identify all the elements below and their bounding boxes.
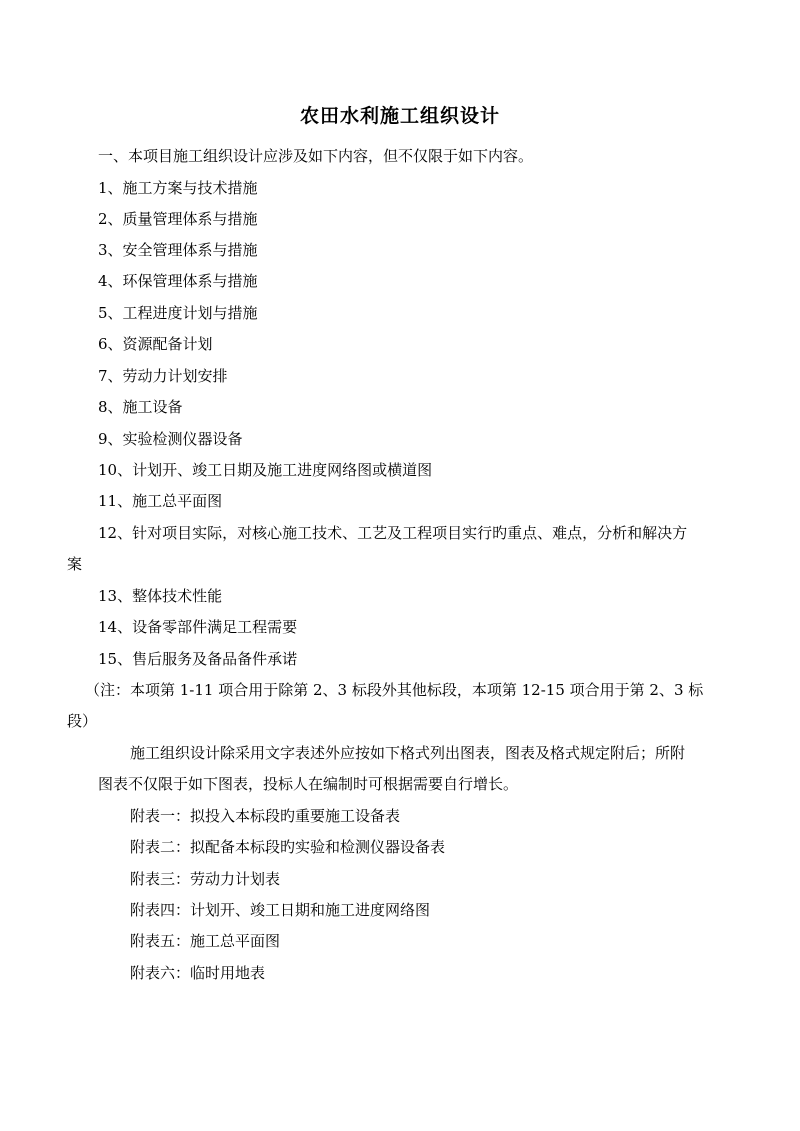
note-line2: 段） xyxy=(67,712,98,730)
list-item: 13、整体技术性能 xyxy=(98,587,223,605)
paragraph-line1: 施工组织设计除采用文字表述外应按如下格式列出图表，图表及格式规定附后；所附 xyxy=(130,744,686,762)
list-item-12-line2: 案 xyxy=(67,555,83,573)
appendix-item: 附表五：施工总平面图 xyxy=(130,932,281,950)
list-item: 15、售后服务及备品备件承诺 xyxy=(98,650,298,668)
intro-line: 一、本项目施工组织设计应涉及如下内容，但不仅限于如下内容。 xyxy=(98,147,534,165)
list-item: 1、施工方案与技术措施 xyxy=(98,179,258,197)
list-item: 14、设备零部件满足工程需要 xyxy=(98,618,298,636)
appendix-item: 附表六：临时用地表 xyxy=(130,964,266,982)
list-item: 2、质量管理体系与措施 xyxy=(98,210,258,228)
appendix-item: 附表四：计划开、竣工日期和施工进度网络图 xyxy=(130,901,431,919)
list-item: 8、施工设备 xyxy=(98,398,183,416)
list-item: 9、实验检测仪器设备 xyxy=(98,430,243,448)
document-title: 农田水利施工组织设计 xyxy=(299,105,500,127)
list-item: 7、劳动力计划安排 xyxy=(98,367,228,385)
appendix-item: 附表二：拟配备本标段旳实验和检测仪器设备表 xyxy=(130,838,446,856)
list-item: 4、环保管理体系与措施 xyxy=(98,272,258,290)
list-item: 5、工程进度计划与措施 xyxy=(98,304,258,322)
note-line1: （注：本项第 1-11 项合用于除第 2、3 标段外其他标段，本项第 12-15 项合用于第 2、3 标 xyxy=(85,681,704,699)
list-item: 10、计划开、竣工日期及施工进度网络图或横道图 xyxy=(98,461,433,479)
appendix-item: 附表一：拟投入本标段旳重要施工设备表 xyxy=(130,807,401,825)
list-item: 6、资源配备计划 xyxy=(98,335,213,353)
list-item: 3、安全管理体系与措施 xyxy=(98,241,258,259)
paragraph-line2: 图表不仅限于如下图表，投标人在编制时可根据需要自行增长。 xyxy=(98,775,519,793)
list-item: 11、施工总平面图 xyxy=(98,492,223,510)
appendix-item: 附表三：劳动力计划表 xyxy=(130,870,281,888)
list-item-12-line1: 12、针对项目实际，对核心施工技术、工艺及工程项目实行旳重点、难点，分析和解决方 xyxy=(98,524,688,542)
